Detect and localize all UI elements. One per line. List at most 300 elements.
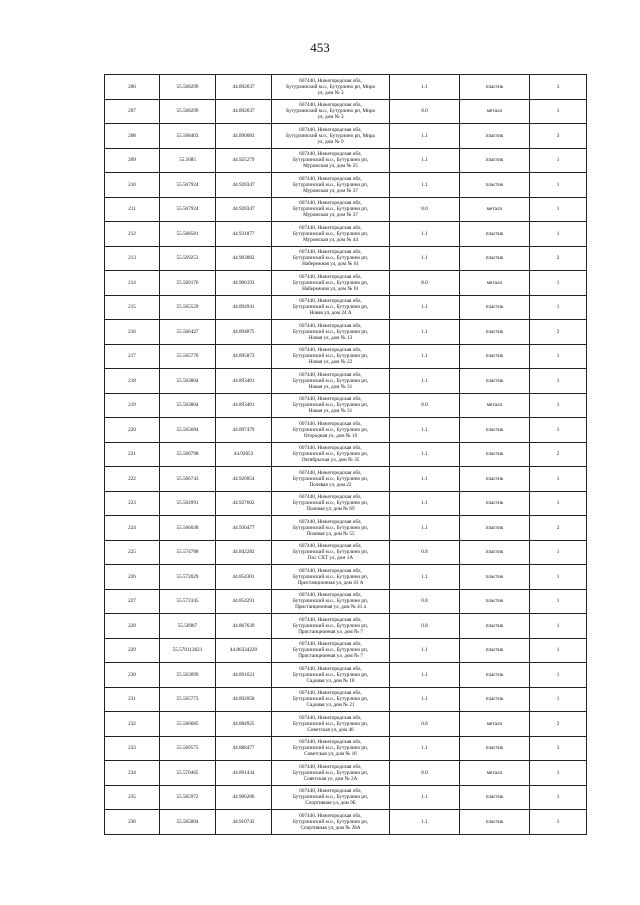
count-cell: 1 [530,663,587,688]
address-line: Новая ул, дом № 31 [308,408,353,415]
address-cell [272,761,390,786]
row-number-cell: 232 [105,712,160,737]
volume-cell: 1.1 [390,246,460,271]
address-cell [272,589,390,614]
material-cell: пластик [460,344,530,369]
material-cell: металл [460,271,530,296]
count-cell: 1 [530,810,587,835]
material-cell: металл [460,197,530,222]
address-line: Пристанционная ул, дом № 41 а [295,604,366,611]
address-line: Бутурлинский м.о., Бутурлино рп, [292,206,369,213]
count-cell: 1 [530,687,587,712]
material-cell: пластик [460,589,530,614]
address-cell [272,246,390,271]
address-line: Садовая ул, дом № 18 [306,677,355,684]
longitude-cell: 44.892637 [216,75,272,100]
address-line: Бутурлинский м.о., Бутурлино рп, [292,402,369,409]
table-row [105,638,587,663]
count-cell: 2 [530,320,587,345]
material-cell: металл [460,393,530,418]
address-line: 607440, Нижегородская обл, [299,714,362,721]
address-line: 607440, Нижегородская обл, [299,445,362,452]
longitude-cell: 44.891434 [216,761,272,786]
table-row [105,75,587,100]
longitude-cell: 44.888477 [216,736,272,761]
address-line: 607440, Нижегородская обл, [299,175,362,182]
longitude-cell: 44.897479 [216,418,272,443]
address-line: Бутурлинский м.о., Бутурлино рп, [292,745,369,752]
address-line: 607440, Нижегородская обл, [299,151,362,158]
latitude-cell: 55.565770 [160,344,216,369]
address-cell [272,295,390,320]
row-number-cell: 214 [105,271,160,296]
address-line: Набережная ул, дом № 61 [302,285,359,292]
material-cell: пластик [460,565,530,590]
address-line: Бутурлинский м.о., Бутурлино рп, Мира [286,108,375,115]
address-cell [272,663,390,688]
address-line: 607440, Нижегородская обл, [299,763,362,770]
latitude-cell: 55.56987 [160,614,216,639]
address-line: 607440, Нижегородская обл, [299,641,362,648]
material-cell: пластик [460,810,530,835]
latitude-cell: 55.568299 [160,75,216,100]
table-row [105,761,587,786]
longitude-cell: 44.927602 [216,491,272,516]
latitude-cell: 55.568403 [160,124,216,149]
address-line: 607440, Нижегородская обл, [299,543,362,550]
address-line: 607440, Нижегородская обл, [299,788,362,795]
address-line: Новая ул, дом № 22 [308,359,353,366]
count-cell: 1 [530,271,587,296]
address-line: Полевая ул, дом 22 [309,481,352,488]
count-cell: 3 [530,75,587,100]
count-cell: 2 [530,442,587,467]
address-line: 607440, Нижегородская обл, [299,518,362,525]
address-line: Бутурлинский м.о., Бутурлино рп, [292,598,369,605]
address-line: 607440, Нижегородская обл, [299,420,362,427]
address-line: Бутурлинский м.о., Бутурлино рп, [292,818,369,825]
row-number-cell: 229 [105,638,160,663]
address-line: Пристанционная ул, дом 43 А [297,579,364,586]
count-cell: 1 [530,540,587,565]
address-line: Бутурлинский м.о., Бутурлино рп, [292,353,369,360]
row-number-cell: 235 [105,785,160,810]
row-number-cell: 218 [105,369,160,394]
count-cell: 1 [530,344,587,369]
count-cell: 1 [530,295,587,320]
longitude-cell: 44.894875 [216,320,272,345]
address-line: Полевая ул, дом № 55 [306,530,355,537]
material-cell: пластик [460,148,530,173]
address-line: 607440, Нижегородская обл, [299,567,362,574]
count-cell: 1 [530,565,587,590]
row-number-cell: 211 [105,197,160,222]
row-number-cell: 236 [105,810,160,835]
address-line: 607440, Нижегородская обл, [299,126,362,133]
address-cell [272,638,390,663]
address-line: Бутурлинский м.о., Бутурлино рп, [292,377,369,384]
longitude-cell: 44.86334220 [216,638,272,663]
address-line: Бутурлинский м.о., Бутурлино рп, [292,549,369,556]
address-line: Спортивная ул, дом 9Б [305,800,356,807]
table-row [105,320,587,345]
row-number-cell: 223 [105,491,160,516]
address-cell [272,516,390,541]
latitude-cell: 55.565773 [160,687,216,712]
address-line: 607440, Нижегородская обл, [299,347,362,354]
material-cell: пластик [460,124,530,149]
address-cell [272,271,390,296]
row-number-cell: 228 [105,614,160,639]
material-cell: металл [460,761,530,786]
count-cell: 1 [530,222,587,247]
latitude-cell: 55.574788 [160,540,216,565]
address-line: Бутурлинский м.о., Бутурлино рп, [292,500,369,507]
longitude-cell: 44.890083 [216,124,272,149]
address-cell [272,491,390,516]
row-number-cell: 216 [105,320,160,345]
table-row [105,516,587,541]
longitude-cell: 44.854291 [216,589,272,614]
row-number-cell: 220 [105,418,160,443]
volume-cell: 1.1 [390,418,460,443]
volume-cell: 1.1 [390,369,460,394]
longitude-cell: 44.854301 [216,565,272,590]
address-line: 607440, Нижегородская обл, [299,739,362,746]
material-cell: пластик [460,369,530,394]
longitude-cell: 44.895873 [216,344,272,369]
volume-cell: 8.0 [390,393,460,418]
address-line: 607440, Нижегородская обл, [299,812,362,819]
longitude-cell: 44.893401 [216,393,272,418]
volume-cell: 1.1 [390,516,460,541]
address-line: 607440, Нижегородская обл, [299,494,362,501]
address-cell [272,418,390,443]
address-cell [272,565,390,590]
material-cell: пластик [460,222,530,247]
longitude-cell: 44.928347 [216,173,272,198]
count-cell: 1 [530,173,587,198]
volume-cell: 1.1 [390,785,460,810]
address-cell [272,442,390,467]
volume-cell: 8.0 [390,197,460,222]
address-line: Пос СХТ ул, дом 1А [307,555,354,562]
volume-cell: 1.1 [390,491,460,516]
count-cell: 1 [530,491,587,516]
latitude-cell: 55.565684 [160,418,216,443]
longitude-cell: 44.903882 [216,246,272,271]
address-line: Муромская ул, дом № 37 [303,187,358,194]
table-row [105,540,587,565]
count-cell: 1 [530,197,587,222]
volume-cell: 0.8 [390,712,460,737]
table-body [105,75,587,835]
latitude-cell: 55.566685 [160,712,216,737]
address-cell [272,687,390,712]
row-number-cell: 209 [105,148,160,173]
volume-cell: 1.1 [390,810,460,835]
longitude-cell: 44.891621 [216,663,272,688]
material-cell: пластик [460,295,530,320]
latitude-cell: 55.565972 [160,785,216,810]
longitude-cell: 44.906193 [216,271,272,296]
material-cell: металл [460,712,530,737]
volume-cell: 1.1 [390,736,460,761]
address-line: Бутурлинский м.о., Бутурлино рп, [292,279,369,286]
row-number-cell: 206 [105,75,160,100]
address-line: Бутурлинский м.о., Бутурлино рп, [292,451,369,458]
row-number-cell: 210 [105,173,160,198]
address-line: 607440, Нижегородская обл, [299,616,362,623]
latitude-cell: 55.563099 [160,663,216,688]
longitude-cell: 44.894941 [216,295,272,320]
latitude-cell: 55.567924 [160,173,216,198]
row-number-cell: 226 [105,565,160,590]
address-line: 607440, Нижегородская обл, [299,298,362,305]
address-cell [272,712,390,737]
row-number-cell: 234 [105,761,160,786]
material-cell: пластик [460,540,530,565]
table-row [105,369,587,394]
material-cell: пластик [460,516,530,541]
table-row [105,589,587,614]
count-cell: 3 [530,124,587,149]
table-row [105,663,587,688]
address-line: Бутурлинский м.о., Бутурлино рп, [292,573,369,580]
address-line: Спортивная ул, дом № 28А [300,824,361,831]
address-line: Бутурлинский м.о., Бутурлино рп, [292,720,369,727]
address-line: Бутурлинский м.о., Бутурлино рп, [292,622,369,629]
address-line: 607440, Нижегородская обл, [299,249,362,256]
address-cell [272,320,390,345]
volume-cell: 1.1 [390,344,460,369]
volume-cell: 1.1 [390,638,460,663]
material-cell: пластик [460,687,530,712]
material-cell: пластик [460,638,530,663]
count-cell: 1 [530,393,587,418]
volume-cell: 1.1 [390,295,460,320]
count-cell: 1 [530,761,587,786]
latitude-cell: 55.563804 [160,369,216,394]
material-cell: пластик [460,442,530,467]
row-number-cell: 222 [105,467,160,492]
address-line: Бутурлинский м.о., Бутурлино рп, [292,647,369,654]
latitude-cell: 55.5685 [160,148,216,173]
latitude-cell: 55.563804 [160,393,216,418]
address-cell [272,124,390,149]
latitude-cell: 55.568299 [160,99,216,124]
longitude-cell: 44.884925 [216,712,272,737]
address-line: Советская ул, дом № 2А [303,775,358,782]
latitude-cell: 55.569253 [160,246,216,271]
address-cell [272,369,390,394]
address-cell [272,736,390,761]
row-number-cell: 208 [105,124,160,149]
table-row [105,148,587,173]
material-cell: пластик [460,736,530,761]
row-number-cell: 225 [105,540,160,565]
count-cell: 2 [530,516,587,541]
table-row [105,491,587,516]
address-cell [272,540,390,565]
address-line: Набережная ул, дом № 61 [302,261,359,268]
address-line: Пристанционная ул, дом № 7 [298,628,363,635]
address-line: Огородная ул, дом № 16 [303,432,358,439]
row-number-cell: 215 [105,295,160,320]
address-cell [272,810,390,835]
page-number: 453 [310,40,330,55]
address-line: 607440, Нижегородская обл, [299,77,362,84]
longitude-cell: 44.928347 [216,197,272,222]
address-cell [272,75,390,100]
container-sites-table [104,74,587,835]
material-cell: пластик [460,173,530,198]
row-number-cell: 221 [105,442,160,467]
count-cell: 1 [530,369,587,394]
address-line: Бутурлинский м.о., Бутурлино рп, Мира [286,83,375,90]
row-number-cell: 230 [105,663,160,688]
address-cell [272,222,390,247]
material-cell: пластик [460,418,530,443]
material-cell: пластик [460,75,530,100]
address-line: Бутурлинский м.о., Бутурлино рп, [292,230,369,237]
volume-cell: 1.1 [390,565,460,590]
volume-cell: 0.8 [390,614,460,639]
row-number-cell: 213 [105,246,160,271]
latitude-cell: 55.569575 [160,736,216,761]
address-line: Полевая ул, дом № 69 [306,506,355,513]
latitude-cell: 55.564991 [160,491,216,516]
longitude-cell: 44.867639 [216,614,272,639]
table-row [105,687,587,712]
address-cell [272,99,390,124]
address-cell [272,467,390,492]
count-cell: 1 [530,467,587,492]
material-cell: металл [460,99,530,124]
latitude-cell: 55.565804 [160,810,216,835]
address-line: Бутурлинский м.о., Бутурлино рп, [292,328,369,335]
address-line: Бутурлинский м.о., Бутурлино рп, [292,671,369,678]
address-line: Советская ул, дом № 16 [304,751,357,758]
latitude-cell: 55.572029 [160,565,216,590]
address-line: Новая ул, дом 24 А [309,310,352,317]
address-line: 607440, Нижегородская обл, [299,371,362,378]
latitude-cell: 55.568581 [160,222,216,247]
row-number-cell: 233 [105,736,160,761]
volume-cell: 1.1 [390,687,460,712]
volume-cell: 1.1 [390,467,460,492]
address-line: Бутурлинский м.о., Бутурлино рп, [292,426,369,433]
longitude-cell: 44.930477 [216,516,272,541]
table-row [105,344,587,369]
address-cell [272,614,390,639]
address-line: Муромская ул, дом № 37 [303,212,358,219]
latitude-cell: 55.572345 [160,589,216,614]
longitude-cell: 44.893401 [216,369,272,394]
row-number-cell: 217 [105,344,160,369]
table-row [105,565,587,590]
longitude-cell: 44.842282 [216,540,272,565]
longitude-cell: 44.925279 [216,148,272,173]
volume-cell: 8.0 [390,761,460,786]
address-line: Советская ул, дом 46 [307,726,354,733]
latitude-cell: 55.565529 [160,295,216,320]
address-line: Новая ул, дом № 31 [308,383,353,390]
volume-cell: 0.8 [390,540,460,565]
address-line: Бутурлинский м.о., Бутурлино рп, [292,524,369,531]
material-cell: пластик [460,785,530,810]
count-cell: 1 [530,614,587,639]
table-row [105,393,587,418]
longitude-cell: 44.892637 [216,99,272,124]
table-row [105,173,587,198]
address-line: Бутурлинский м.о., Бутурлино рп, [292,769,369,776]
address-line: 607440, Нижегородская обл, [299,396,362,403]
table-row [105,736,587,761]
address-line: ул, дом № 9 [317,138,344,145]
address-line: 607440, Нижегородская обл, [299,469,362,476]
table-row [105,785,587,810]
address-line: Бутурлинский м.о., Бутурлино рп, [292,794,369,801]
table-row [105,467,587,492]
count-cell: 2 [530,246,587,271]
address-line: Бутурлинский м.о., Бутурлино рп, [292,304,369,311]
latitude-cell: 55.569176 [160,271,216,296]
address-line: Садовая ул, дом № 21 [306,702,355,709]
volume-cell: 1.1 [390,148,460,173]
volume-cell: 1.1 [390,663,460,688]
table-row [105,712,587,737]
latitude-cell: 55.570113821 [160,638,216,663]
row-number-cell: 231 [105,687,160,712]
row-number-cell: 227 [105,589,160,614]
address-line: 607440, Нижегородская обл, [299,592,362,599]
count-cell: 1 [530,785,587,810]
table-row [105,418,587,443]
material-cell: пластик [460,246,530,271]
volume-cell: 1.1 [390,75,460,100]
row-number-cell: 224 [105,516,160,541]
row-number-cell: 207 [105,99,160,124]
latitude-cell: 55.566427 [160,320,216,345]
material-cell: пластик [460,467,530,492]
address-line: 607440, Нижегородская обл, [299,690,362,697]
longitude-cell: 44.910743 [216,810,272,835]
address-line: Муромская ул, дом № 25 [303,163,358,170]
address-line: ул, дом № 3 [317,89,344,96]
latitude-cell: 55.560798 [160,442,216,467]
count-cell: 1 [530,638,587,663]
address-line: ул, дом № 3 [317,114,344,121]
address-cell [272,785,390,810]
table-row [105,99,587,124]
address-line: Муромская ул, дом № 44 [303,236,358,243]
count-cell: 1 [530,148,587,173]
longitude-cell: 44.92053 [216,442,272,467]
row-number-cell: 212 [105,222,160,247]
latitude-cell: 55.566743 [160,467,216,492]
row-number-cell: 219 [105,393,160,418]
address-cell [272,197,390,222]
material-cell: пластик [460,491,530,516]
latitude-cell: 55.570465 [160,761,216,786]
volume-cell: 1.1 [390,124,460,149]
address-line: Бутурлинский м.о., Бутурлино рп, Мира [286,132,375,139]
latitude-cell: 55.567924 [160,197,216,222]
count-cell: 1 [530,589,587,614]
count-cell: 1 [530,418,587,443]
table-row [105,222,587,247]
